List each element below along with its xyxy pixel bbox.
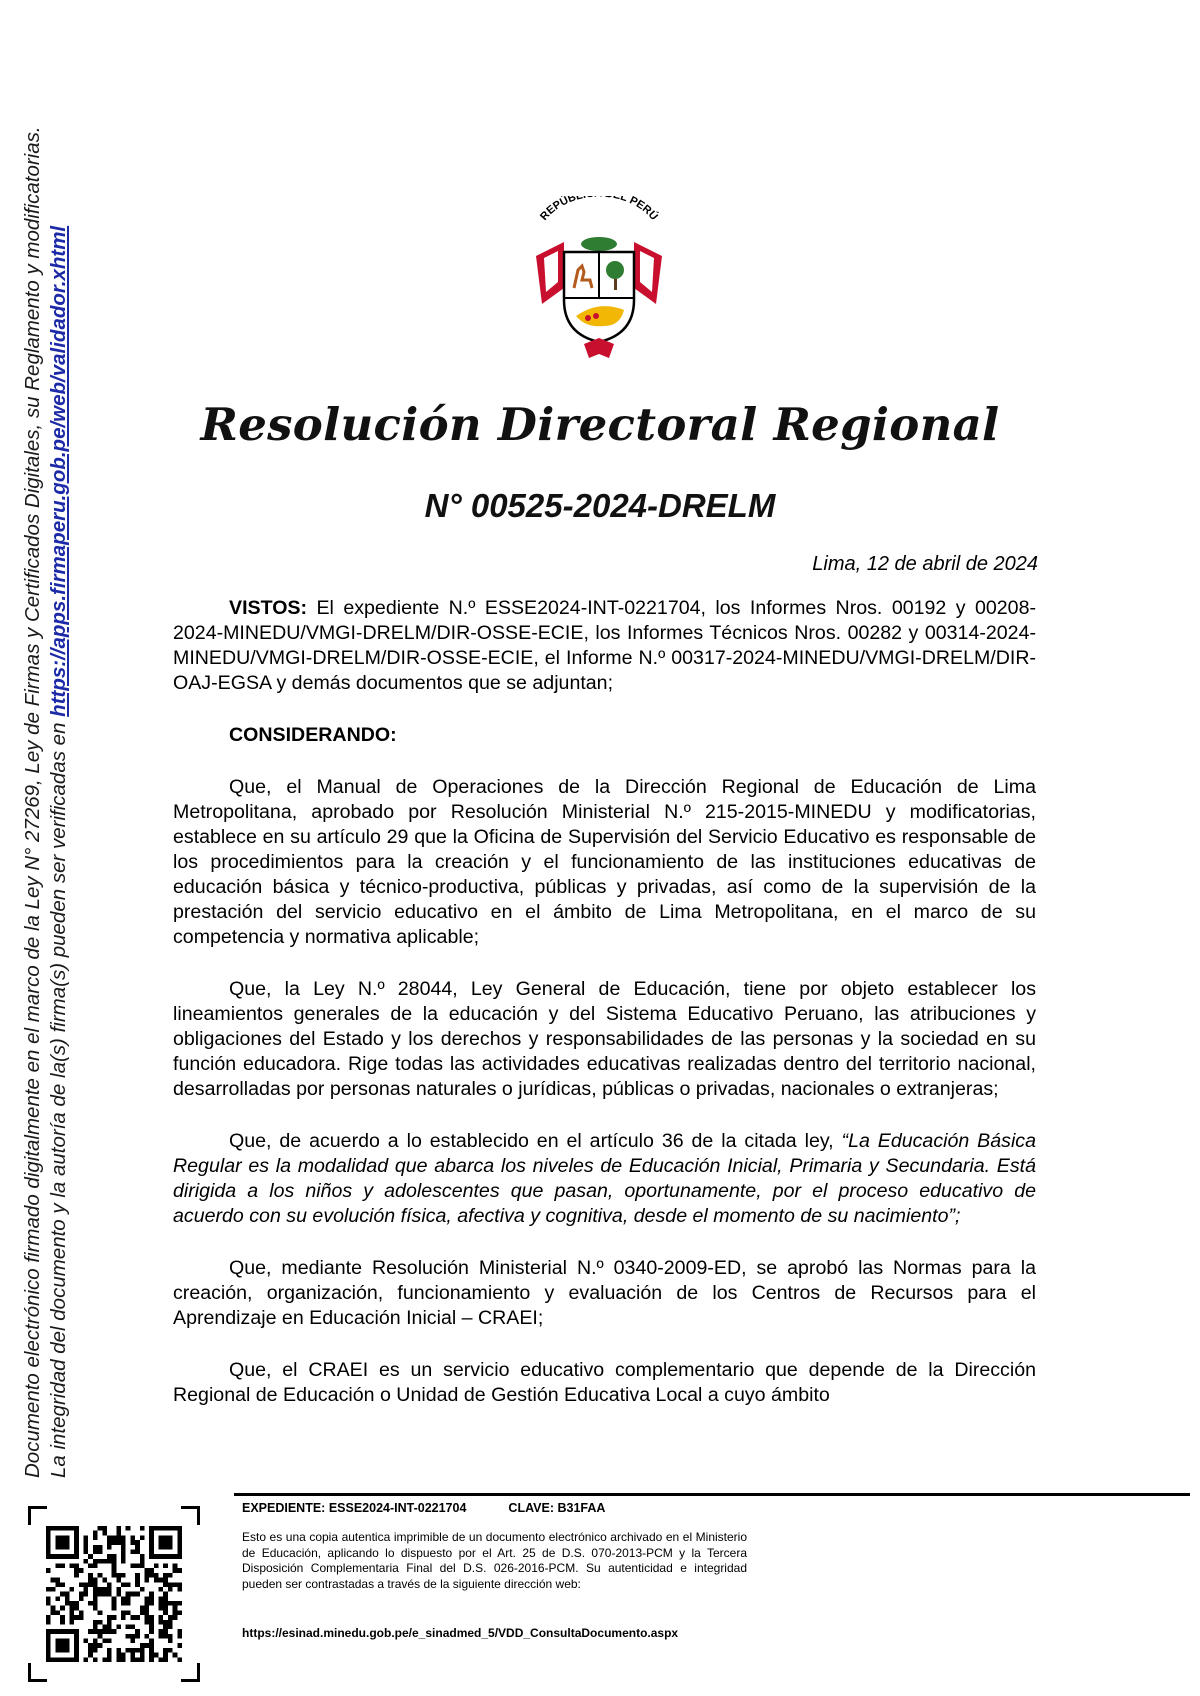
clave-code: CLAVE: B31FAA xyxy=(508,1501,606,1515)
signature-note-line-2-text: La integridad del documento y la autoría de la(s) firma(s) pueden ser verificadas en xyxy=(47,716,70,1478)
footer-metadata xyxy=(242,1501,605,1515)
paragraph-2: Que, la Ley N.º 28044, Ley General de Educación, tiene por objeto establecer los lineamientos generales de la educación y del Sistema Educativo Peruano, las atribuciones y obligaciones del Estado y los derechos y responsabilidades de las personas y la sociedad en su función educadora. Rige todas las actividades educativas realizadas dentro del territorio nacional, desarrolladas por personas naturales o jurídicas, públicas o privadas, nacionales o extranjeras; xyxy=(173,978,1036,1100)
vistos-paragraph xyxy=(173,596,1036,696)
validator-link[interactable]: https://apps.firmaperu.gob.pe/web/validador.xhtml xyxy=(47,225,70,717)
vistos-label: VISTOS: xyxy=(229,597,308,619)
vistos-text: El expediente N.º ESSE2024-INT-0221704, los Informes Nros. 00192 y 00208-2024-MINEDU/VMGI-DRELM/DIR-OSSE-ECIE, los Informes Técnicos Nros. 00282 y 00314-2024-MINEDU/VMGI-DRELM/DIR-OSSE-ECIE, el Informe N.º 00317-2024-MINEDU/VMGI-DRELM/DIR-OAJ-EGSA y demás documentos que se adjuntan; xyxy=(173,597,1036,694)
paragraph-3-intro: Que, de acuerdo a lo establecido en el artículo 36 de la citada ley, xyxy=(229,1130,842,1152)
authenticity-notice: Esto es una copia autentica imprimible de un documento electrónico archivado en el Ministerio de Educación, aplicando lo dispuesto por el Art. 25 de D.S. 070-2013-PCM y la Tercera Disposición Complementaria Final del D.S. 026-2016-PCM. Su autenticidad e integridad pueden ser contrastadas a través de la siguiente dirección web: xyxy=(242,1530,747,1591)
considerando-heading: CONSIDERANDO: xyxy=(229,724,397,746)
paragraph-5: Que, el CRAEI es un servicio educativo complementario que depende de la Dirección Regional de Educación o Unidad de Gestión Educativa Local a cuyo ámbito xyxy=(173,1359,1036,1406)
document-title: Resolución Directoral Regional xyxy=(200,398,1000,451)
expediente-number: EXPEDIENTE: ESSE2024-INT-0221704 xyxy=(242,1501,467,1515)
document-body xyxy=(173,596,1036,1435)
qr-code-icon xyxy=(46,1526,182,1662)
signature-note-line-2 xyxy=(46,148,72,1478)
verification-url[interactable]: https://esinad.minedu.gob.pe/e_sinadmed_5/VDD_ConsultaDocumento.aspx xyxy=(242,1626,679,1640)
digital-signature-note xyxy=(20,126,76,1478)
footer-divider xyxy=(234,1493,1190,1496)
paragraph-3 xyxy=(173,1129,1036,1229)
resolution-number: N° 00525-2024-DRELM xyxy=(424,487,776,524)
signature-note-line-1: Documento electrónico firmado digitalmente en el marco de la Ley N° 27269, Ley de Firmas y Certificados Digitales, su Reglamento y modificatorias. xyxy=(21,126,44,1478)
document-date: Lima, 12 de abril de 2024 xyxy=(812,553,1038,575)
paragraph-1: Que, el Manual de Operaciones de la Dirección Regional de Educación de Lima Metropolitana, aprobado por Resolución Ministerial N.º 215-2015-MINEDU y modificatorias, establece en su artículo 29 que la Oficina de Supervisión del Servicio Educativo es responsable de los procedimientos para la creación y el funcionamiento de las instituciones educativas de educación básica y técnico-productiva, públicas y privadas, así como de la supervisión de la prestación del servicio educativo en el ámbito de Lima Metropolitana, en el marco de su competencia y normativa aplicable; xyxy=(173,776,1036,948)
paragraph-4: Que, mediante Resolución Ministerial N.º 0340-2009-ED, se aprobó las Normas para la creación, organización, funcionamiento y evaluación de los Centros de Recursos para el Aprendizaje en Educación Inicial – CRAEI; xyxy=(173,1257,1036,1329)
qr-code-block xyxy=(28,1506,200,1682)
coat-of-arms-graphic xyxy=(524,196,674,366)
coat-of-arms-emblem xyxy=(524,196,674,366)
paragraph-3-quote: “La Educación Básica Regular es la modalidad que abarca los niveles de Educación Inicial, Primaria y Secundaria. Está dirigida a los niños y adolescentes que pasan, oportunamente, por el proceso educativo de acuerdo con su evolución física, afectiva y cognitiva, desde el momento de su nacimiento”; xyxy=(173,1130,1036,1227)
emblem-text: REPÚBL L PERÚ xyxy=(538,196,660,223)
